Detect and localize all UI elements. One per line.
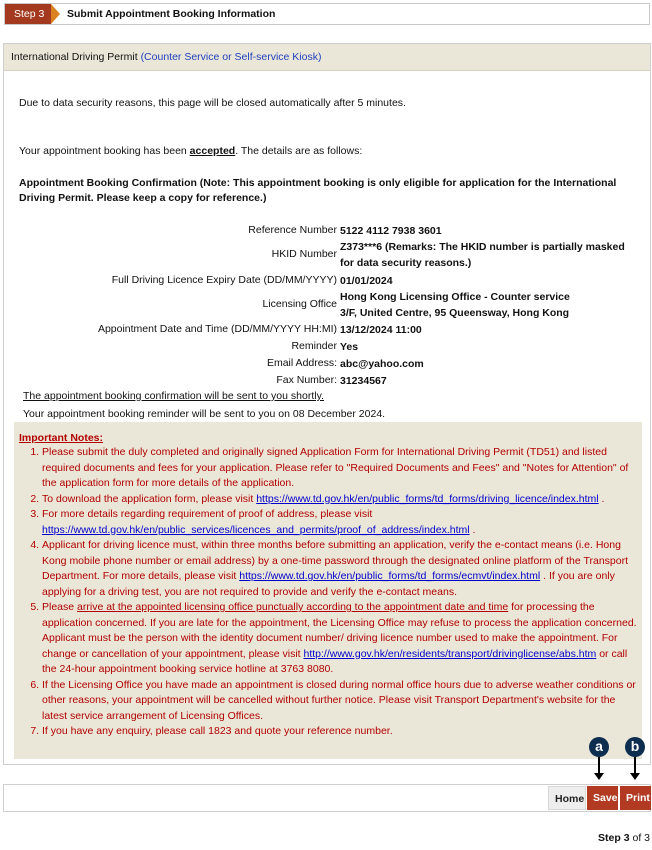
accepted-status: accepted <box>189 145 236 157</box>
detail-label: Reference Number <box>248 224 337 236</box>
detail-value: 5122 4112 7938 3601 <box>340 225 442 237</box>
step-arrow-icon <box>51 4 60 24</box>
action-bar <box>3 784 651 812</box>
step-current: Step 3 <box>598 832 630 844</box>
callout-arrow-a <box>598 757 600 774</box>
callout-marker-a: a <box>589 737 609 757</box>
step-tag: Step 3 <box>5 4 51 24</box>
step-total: of 3 <box>629 832 650 844</box>
detail-label: Full Driving Licence Expiry Date (DD/MM/YYYY) <box>111 274 337 286</box>
detail-label: Fax Number: <box>276 374 337 386</box>
note-item: 2. To download the application form, please visit https://www.td.gov.hk/en/public_forms/td_forms/driving_licence/index.html . <box>42 492 637 508</box>
reminder-notice: Your appointment booking reminder will be sent to you on 08 December 2024. <box>23 408 386 420</box>
step-indicator <box>598 832 650 844</box>
accepted-prefix: Your appointment booking has been <box>19 145 190 157</box>
home-button[interactable]: Home <box>548 786 586 810</box>
notes-title: Important Notes: <box>19 432 103 444</box>
ecmvt-link[interactable]: https://www.td.gov.hk/en/public_forms/td_forms/ecmvt/index.html <box>239 570 541 582</box>
note-item <box>42 538 637 600</box>
note-text: Applicant for driving licence must, within three months before submitting an application, verify the e-contact means (i.e. Hong Kong mobile phone number or email address) by a one-time password through the designated online platform of the Transport Department. For more details, please visit <box>42 539 629 582</box>
proof-of-address-link[interactable]: https://www.td.gov.hk/en/public_services/licences_and_permits/proof_of_address/index.html <box>42 523 470 536</box>
arrow-down-icon <box>630 773 640 780</box>
detail-value: Z373***6 (Remarks: The HKID number is partially masked for data security reasons.) <box>340 241 625 269</box>
detail-value: 31234567 <box>340 375 387 387</box>
note-text: Please <box>42 601 78 613</box>
accepted-message <box>19 145 362 157</box>
note-text: or call the 24-hour appointment booking service hotline at 3763 8080. <box>42 647 628 675</box>
detail-value: Yes <box>340 341 359 353</box>
note-underlined-text: arrive at the appointed licensing office punctually according to the appointment date and time <box>77 601 509 613</box>
note-item <box>42 600 637 678</box>
note-item <box>42 724 637 740</box>
note-text: Please submit the duly completed and originally signed Application Form for International Driving Permit (TD51) and listed required documents and fees for your application. Please refer to "Required Documents and Fees" and "Notes for Attention" of the application form for more details of the application. <box>42 446 629 489</box>
step-title: Submit Appointment Booking Information <box>67 8 276 20</box>
service-name: International Driving Permit <box>11 51 138 63</box>
step-header <box>4 3 650 25</box>
notes-list <box>14 445 637 740</box>
detail-value: 13/12/2024 11:00 <box>340 324 422 336</box>
note-text: for processing the application concerned. If you are late for the appointment, the Licensing Office may refuse to process the application concerned. Applicant must be the person with the identity document number/ driving licence number used to make the appointment. For change or cancellation of your appointment, please visit <box>42 601 637 660</box>
confirmation-title: Appointment Booking Confirmation (Note: This appointment booking is only eligible for application for the International Driving Permit. Please keep a copy for reference.) <box>19 177 617 204</box>
confirmation-sent-notice: The appointment booking confirmation will be sent to you shortly. <box>23 390 324 402</box>
callout-marker-b: b <box>625 737 645 757</box>
detail-label: Licensing Office <box>262 298 337 310</box>
application-form-link[interactable]: https://www.td.gov.hk/en/public_forms/td_forms/driving_licence/index.html <box>256 492 599 505</box>
save-button[interactable]: Save <box>587 786 618 810</box>
note-text: If you have any enquiry, please call 1823 and quote your reference number. <box>42 725 393 737</box>
service-type: (Counter Service or Self-service Kiosk) <box>140 51 322 63</box>
print-button[interactable]: Print <box>620 786 651 810</box>
detail-value: 01/01/2024 <box>340 275 393 287</box>
main-panel <box>3 43 651 765</box>
accepted-suffix: . The details are as follows: <box>235 145 363 157</box>
note-text: If the Licensing Office you have made an appointment is closed during normal office hours due to adverse weather conditions or other reasons, your appointment will be cancelled without further notice. Please visit Transport Department's website for the latest service arrangement of Licensing Offices. <box>42 678 636 722</box>
note-item <box>42 678 637 725</box>
note-item: 3. For more details regarding requirement of proof of address, please visit https://www.td.gov.hk/en/public_services/licences_and_permits/proof_of_address/index.html . <box>42 507 637 538</box>
note-item <box>42 445 637 492</box>
important-notes <box>14 422 642 759</box>
detail-value: abc@yahoo.com <box>340 358 424 370</box>
service-bar <box>4 44 650 71</box>
detail-label: HKID Number <box>271 248 337 260</box>
arrow-down-icon <box>594 773 604 780</box>
abs-link[interactable]: http://www.gov.hk/en/residents/transport/drivinglicense/abs.htm <box>303 647 597 660</box>
security-notice: Due to data security reasons, this page will be closed automatically after 5 minutes. <box>19 97 406 109</box>
note-text: To download the application form, please visit <box>42 492 257 505</box>
detail-value: Hong Kong Licensing Office - Counter service 3/F, United Centre, 95 Queensway, Hong Kong <box>340 291 570 319</box>
note-text: . If you are only applying for a driving test, you are not required to provide and verify the e-contact means. <box>42 570 615 598</box>
callout-arrow-b <box>634 757 636 774</box>
detail-label: Email Address: <box>266 357 337 369</box>
note-text: For more details regarding requirement of proof of address, please visit <box>42 508 373 520</box>
detail-label: Appointment Date and Time (DD/MM/YYYY HH:MI) <box>97 323 337 335</box>
detail-label: Reminder <box>291 340 337 352</box>
